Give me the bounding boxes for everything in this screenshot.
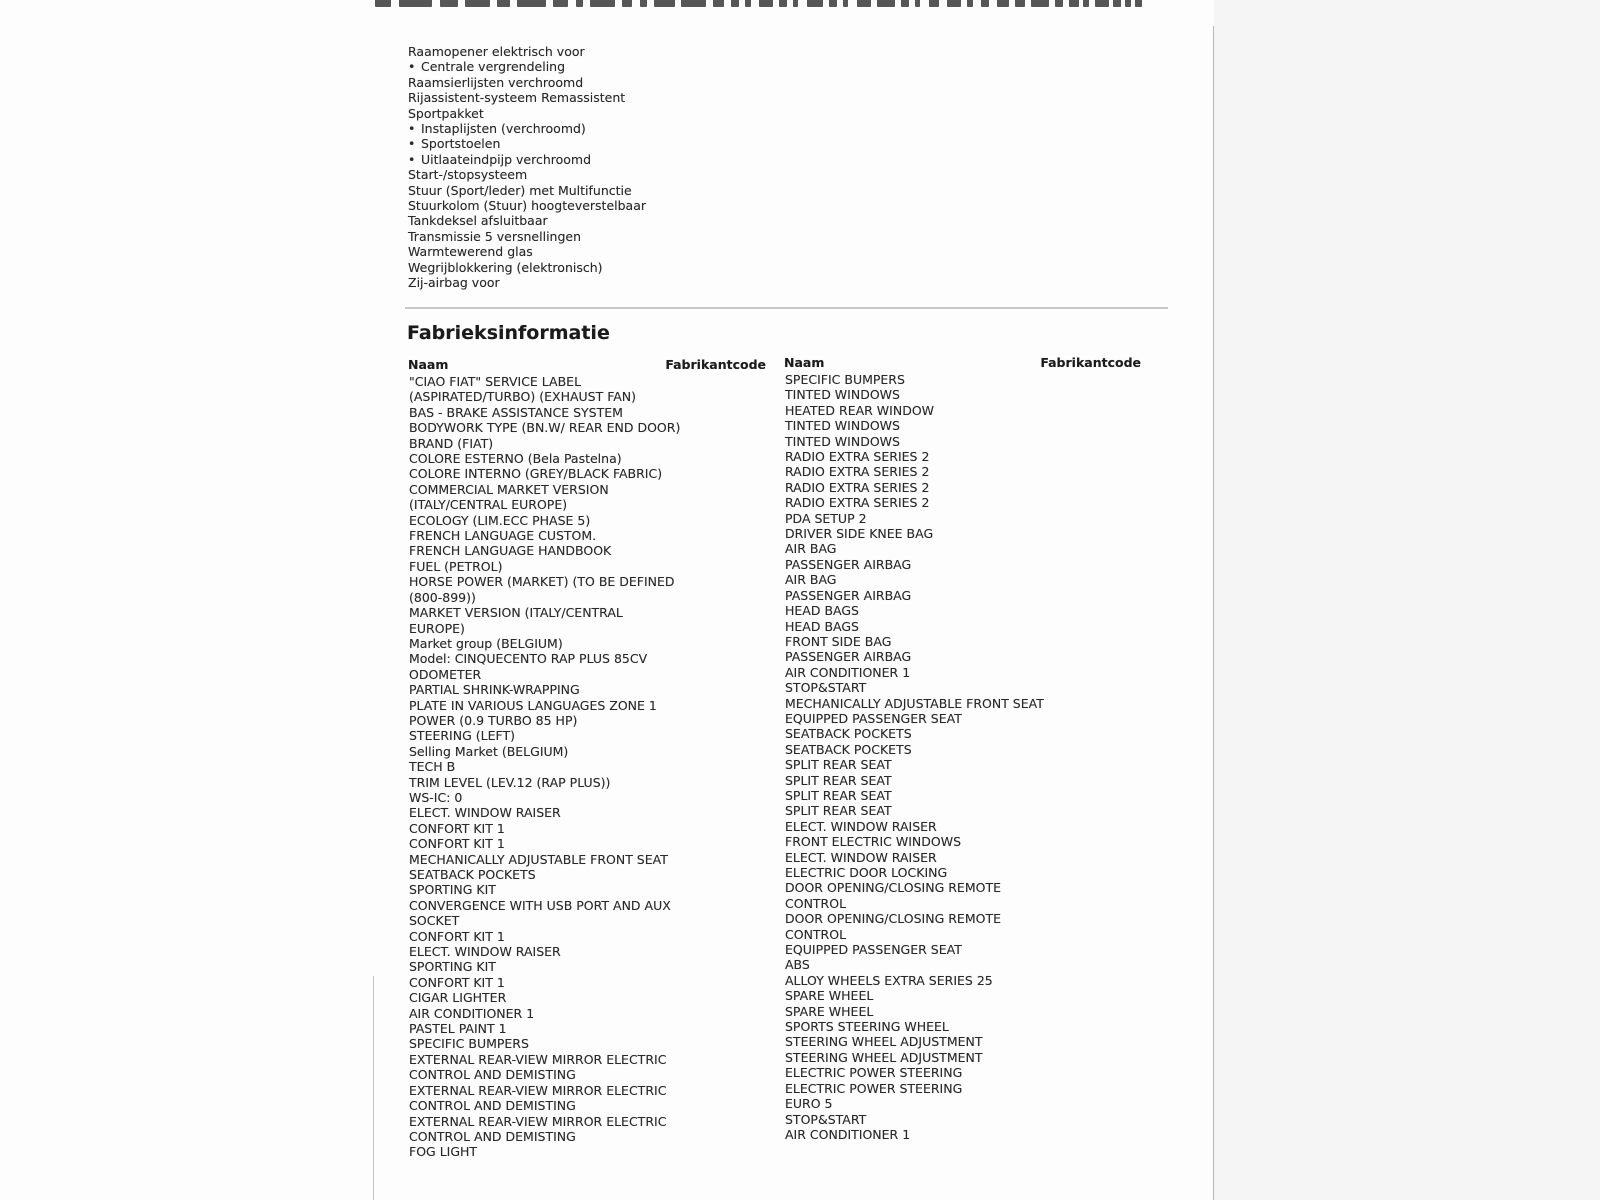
scan-artifact-segment [681, 0, 706, 7]
table-row: PASSENGER AIRBAG [785, 587, 912, 603]
table-row: MECHANICALLY ADJUSTABLE FRONT SEAT [785, 695, 1044, 711]
equipment-item-label: Sportstoelen [421, 136, 501, 152]
equipment-item [408, 59, 646, 74]
equipment-list [408, 44, 646, 291]
table-row: TRIM LEVEL (LEV.12 (RAP PLUS)) [409, 774, 611, 790]
table-row: (800-899)) [409, 589, 476, 605]
table-row: HEATED REAR WINDOW [785, 402, 935, 418]
table-row: ALLOY WHEELS EXTRA SERIES 25 [785, 972, 993, 988]
bullet-icon: • [408, 59, 416, 75]
table-row: DRIVER SIDE KNEE BAG [785, 526, 934, 542]
equipment-item [408, 90, 646, 105]
scan-artifact-segment [640, 0, 647, 7]
table-row: CONVERGENCE WITH USB PORT AND AUX [409, 897, 671, 913]
table-row: EURO 5 [785, 1096, 833, 1112]
table-row: EXTERNAL REAR-VIEW MIRROR ELECTRIC [409, 1051, 667, 1067]
table-row: CONFORT KIT 1 [409, 974, 505, 990]
scan-artifact-segment [590, 0, 615, 7]
table-row: SPECIFIC BUMPERS [409, 1036, 529, 1052]
equipment-item [408, 75, 646, 90]
table-row: CIGAR LIGHTER [409, 990, 507, 1006]
table-row: RADIO EXTRA SERIES 2 [785, 495, 930, 511]
table-row: FRENCH LANGUAGE CUSTOM. [409, 528, 597, 544]
table-row: TINTED WINDOWS [785, 418, 900, 434]
table-row: HEAD BAGS [785, 618, 859, 634]
scan-artifact-segment [1135, 0, 1142, 7]
table-row: CONFORT KIT 1 [409, 836, 505, 852]
table-row: AIR BAG [785, 541, 837, 557]
table-row: AIR CONDITIONER 1 [409, 1005, 535, 1021]
table-row: RADIO EXTRA SERIES 2 [785, 479, 930, 495]
table-row: BAS - BRAKE ASSISTANCE SYSTEM [409, 404, 623, 420]
equipment-item-label: Instaplijsten (verchroomd) [421, 121, 586, 137]
table-row: POWER (0.9 TURBO 85 HP) [409, 712, 578, 728]
scan-artifact-segment [857, 0, 871, 7]
table-header-row-right [784, 355, 1141, 370]
table-row: SPLIT REAR SEAT [785, 787, 892, 803]
scan-artifact-segment [829, 0, 837, 7]
table-row: CONFORT KIT 1 [409, 820, 505, 836]
table-row: CONFORT KIT 1 [409, 928, 505, 944]
scan-artifact-segment [997, 0, 1009, 7]
scan-artifact-segment [497, 0, 510, 7]
table-row: STEERING WHEEL ADJUSTMENT [785, 1034, 983, 1050]
table-row: SPLIT REAR SEAT [785, 803, 892, 819]
table-row: PASTEL PAINT 1 [409, 1021, 507, 1037]
scan-artifact-segment [713, 0, 724, 7]
table-row: SPLIT REAR SEAT [785, 772, 892, 788]
scan-artifact-segment [465, 0, 490, 7]
scan-artifact-cutoff-text [0, 0, 1600, 9]
table-row: ELECT. WINDOW RAISER [409, 944, 561, 960]
factory-info-column-left [409, 374, 680, 1160]
equipment-item [408, 229, 646, 244]
equipment-item [408, 275, 646, 290]
page-right-margin [1214, 0, 1600, 1200]
table-row: BRAND (FIAT) [409, 435, 494, 451]
equipment-item-label: Tankdeksel afsluitbaar [408, 213, 548, 229]
equipment-item [408, 44, 646, 59]
table-row: SOCKET [409, 913, 460, 929]
section-divider [405, 307, 1168, 309]
table-row: STOP&START [785, 1111, 867, 1127]
table-row: AIR BAG [785, 572, 837, 588]
column-header-fabrikantcode: Fabrikantcode [1040, 355, 1141, 370]
table-row: COMMERCIAL MARKET VERSION [409, 481, 609, 497]
equipment-item-label: Centrale vergrendeling [421, 59, 566, 75]
table-row: FRONT ELECTRIC WINDOWS [785, 834, 962, 850]
equipment-item [408, 152, 646, 167]
table-row: TINTED WINDOWS [785, 387, 900, 403]
table-row: ELECT. WINDOW RAISER [409, 805, 561, 821]
equipment-item [408, 244, 646, 259]
table-row: MARKET VERSION (ITALY/CENTRAL [409, 605, 623, 621]
table-row: BODYWORK TYPE (BN.W/ REAR END DOOR) [409, 420, 681, 436]
equipment-item [408, 260, 646, 275]
table-row: PDA SETUP 2 [785, 510, 867, 526]
table-row: (ITALY/CENTRAL EUROPE) [409, 497, 568, 513]
table-row: HORSE POWER (MARKET) (TO BE DEFINED [409, 574, 675, 590]
scan-artifact-segment [553, 0, 568, 7]
page-right-border [1213, 26, 1214, 1200]
equipment-item [408, 121, 646, 136]
page-left-border [373, 976, 374, 1200]
equipment-item [408, 213, 646, 228]
equipment-item-label: Wegrijblokkering (elektronisch) [408, 259, 603, 275]
scan-artifact-segment [947, 0, 961, 7]
table-row: CONTROL [785, 926, 847, 942]
table-row: SEATBACK POCKETS [409, 867, 536, 882]
scan-artifact-segment [981, 0, 989, 7]
table-row: ELECT. WINDOW RAISER [785, 818, 937, 834]
table-row: PARTIAL SHRINK-WRAPPING [409, 682, 580, 698]
equipment-item-label: Transmissie 5 versnellingen [408, 228, 582, 244]
table-row: MECHANICALLY ADJUSTABLE FRONT SEAT [409, 851, 668, 867]
table-row: ABS [785, 957, 810, 973]
equipment-item-label: Raamopener elektrisch voor [408, 44, 585, 59]
table-row: FOG LIGHT [409, 1144, 478, 1160]
scan-artifact-segment [843, 0, 848, 7]
table-row: Market group (BELGIUM) [409, 635, 563, 651]
scan-artifact-segment [731, 0, 739, 7]
table-row: ELECTRIC DOOR LOCKING [785, 865, 948, 880]
table-row: PASSENGER AIRBAG [785, 556, 912, 572]
scan-artifact-segment [929, 0, 939, 7]
table-row: EXTERNAL REAR-VIEW MIRROR ELECTRIC [409, 1082, 667, 1098]
column-header-fabrikantcode: Fabrikantcode [665, 357, 766, 372]
table-row: PASSENGER AIRBAG [785, 649, 912, 665]
table-row: ELECTRIC POWER STEERING [785, 1065, 963, 1081]
table-row: ECOLOGY (LIM.ECC PHASE 5) [409, 512, 591, 528]
table-row: DOOR OPENING/CLOSING REMOTE [785, 880, 1001, 896]
scan-artifact-segment [576, 0, 583, 7]
equipment-item-label: Warmtewerend glas [408, 244, 533, 260]
equipment-item [408, 198, 646, 213]
scan-artifact-segment [1125, 0, 1131, 7]
scan-artifact-segment [967, 0, 973, 7]
table-row: EQUIPPED PASSENGER SEAT [785, 942, 962, 958]
scan-artifact-segment [440, 0, 458, 7]
table-row: CONTROL AND DEMISTING [409, 1128, 576, 1144]
table-row: PLATE IN VARIOUS LANGUAGES ZONE 1 [409, 697, 657, 713]
table-row: STEERING (LEFT) [409, 728, 515, 744]
equipment-item-label: Rijassistent-systeem Remassistent [408, 90, 626, 106]
equipment-item-label: Zij-airbag voor [408, 275, 500, 291]
table-row: (ASPIRATED/TURBO) (EXHAUST FAN) [409, 389, 637, 405]
equipment-item-label: Start-/stopsysteem [408, 167, 528, 183]
scan-artifact-segment [399, 0, 432, 7]
factory-info-column-right [785, 372, 1044, 1142]
table-row: EUROPE) [409, 620, 465, 636]
table-row: "CIAO FIAT" SERVICE LABEL [409, 374, 582, 389]
scan-artifact-segment [622, 0, 632, 7]
table-row: COLORE INTERNO (GREY/BLACK FABRIC) [409, 466, 663, 482]
scan-artifact-segment [1055, 0, 1063, 7]
scan-artifact-segment [1083, 0, 1089, 7]
table-row: SPORTING KIT [409, 959, 496, 975]
table-row: FRENCH LANGUAGE HANDBOOK [409, 543, 612, 559]
equipment-item-label: Stuurkolom (Stuur) hoogteverstelbaar [408, 198, 647, 214]
table-row: ELECTRIC POWER STEERING [785, 1080, 963, 1096]
bullet-icon: • [408, 151, 416, 167]
column-header-naam: Naam [408, 357, 449, 372]
scan-artifact-segment [1069, 0, 1079, 7]
table-row: TINTED WINDOWS [785, 433, 900, 449]
scan-artifact-segment [517, 0, 546, 7]
scan-artifact-segment [745, 0, 751, 7]
table-row: CONTROL AND DEMISTING [409, 1098, 576, 1114]
table-row: TECH B [409, 759, 456, 775]
table-row: HEAD BAGS [785, 603, 859, 619]
bullet-icon: • [408, 136, 416, 152]
table-row: DOOR OPENING/CLOSING REMOTE [785, 911, 1001, 927]
equipment-item-label: Uitlaateindpijp verchroomd [421, 151, 592, 167]
table-row: ELECT. WINDOW RAISER [785, 849, 937, 865]
scan-artifact-segment [793, 0, 798, 7]
column-header-naam: Naam [784, 355, 825, 370]
table-row: ODOMETER [409, 666, 482, 682]
equipment-item-label: Raamsierlijsten verchroomd [408, 74, 584, 90]
table-row: COLORE ESTERNO (Bela Pastelna) [409, 451, 622, 467]
table-row: FRONT SIDE BAG [785, 633, 892, 649]
table-row: FUEL (PETROL) [409, 558, 503, 574]
table-row: STOP&START [785, 680, 867, 696]
scan-artifact-segment [1095, 0, 1109, 7]
table-row: RADIO EXTRA SERIES 2 [785, 449, 930, 465]
scan-artifact-segment [759, 0, 773, 7]
table-row: EXTERNAL REAR-VIEW MIRROR ELECTRIC [409, 1113, 667, 1129]
scan-artifact-segment [877, 0, 895, 7]
table-row: CONTROL AND DEMISTING [409, 1067, 576, 1083]
equipment-item [408, 106, 646, 121]
table-row: CONTROL [785, 895, 847, 911]
table-row: WS-IC: 0 [409, 789, 463, 805]
scan-artifact-segment [375, 0, 391, 7]
table-row: SPORTS STEERING WHEEL [785, 1019, 949, 1035]
scan-artifact-segment [901, 0, 909, 7]
scan-artifact-segment [654, 0, 675, 7]
table-row: AIR CONDITIONER 1 [785, 664, 911, 680]
table-row: SEATBACK POCKETS [785, 741, 912, 757]
table-row: Selling Market (BELGIUM) [409, 743, 569, 759]
equipment-item [408, 136, 646, 151]
scan-artifact-segment [807, 0, 823, 7]
table-row: Model: CINQUECENTO RAP PLUS 85CV [409, 651, 648, 667]
equipment-item [408, 183, 646, 198]
scan-artifact-segment [1015, 0, 1025, 7]
equipment-item-label: Sportpakket [408, 105, 484, 121]
table-row: STEERING WHEEL ADJUSTMENT [785, 1049, 983, 1065]
bullet-icon: • [408, 121, 416, 137]
equipment-item [408, 167, 646, 182]
scan-artifact-segment [1113, 0, 1121, 7]
table-row: SPARE WHEEL [785, 1003, 874, 1019]
table-row: SEATBACK POCKETS [785, 726, 912, 742]
table-row: SPARE WHEEL [785, 988, 874, 1004]
equipment-item-label: Stuur (Sport/leder) met Multifunctie [408, 182, 632, 198]
scan-artifact-segment [1031, 0, 1049, 7]
scan-artifact-segment [915, 0, 920, 7]
table-row: SPLIT REAR SEAT [785, 757, 892, 773]
table-row: EQUIPPED PASSENGER SEAT [785, 710, 962, 726]
scan-artifact-segment [779, 0, 787, 7]
table-row: SPORTING KIT [409, 882, 496, 898]
table-header-row-left [408, 357, 766, 372]
table-row: AIR CONDITIONER 1 [785, 1126, 911, 1142]
page-title: Fabrieksinformatie [407, 322, 610, 344]
table-row: RADIO EXTRA SERIES 2 [785, 464, 930, 480]
table-row: SPECIFIC BUMPERS [785, 372, 905, 387]
